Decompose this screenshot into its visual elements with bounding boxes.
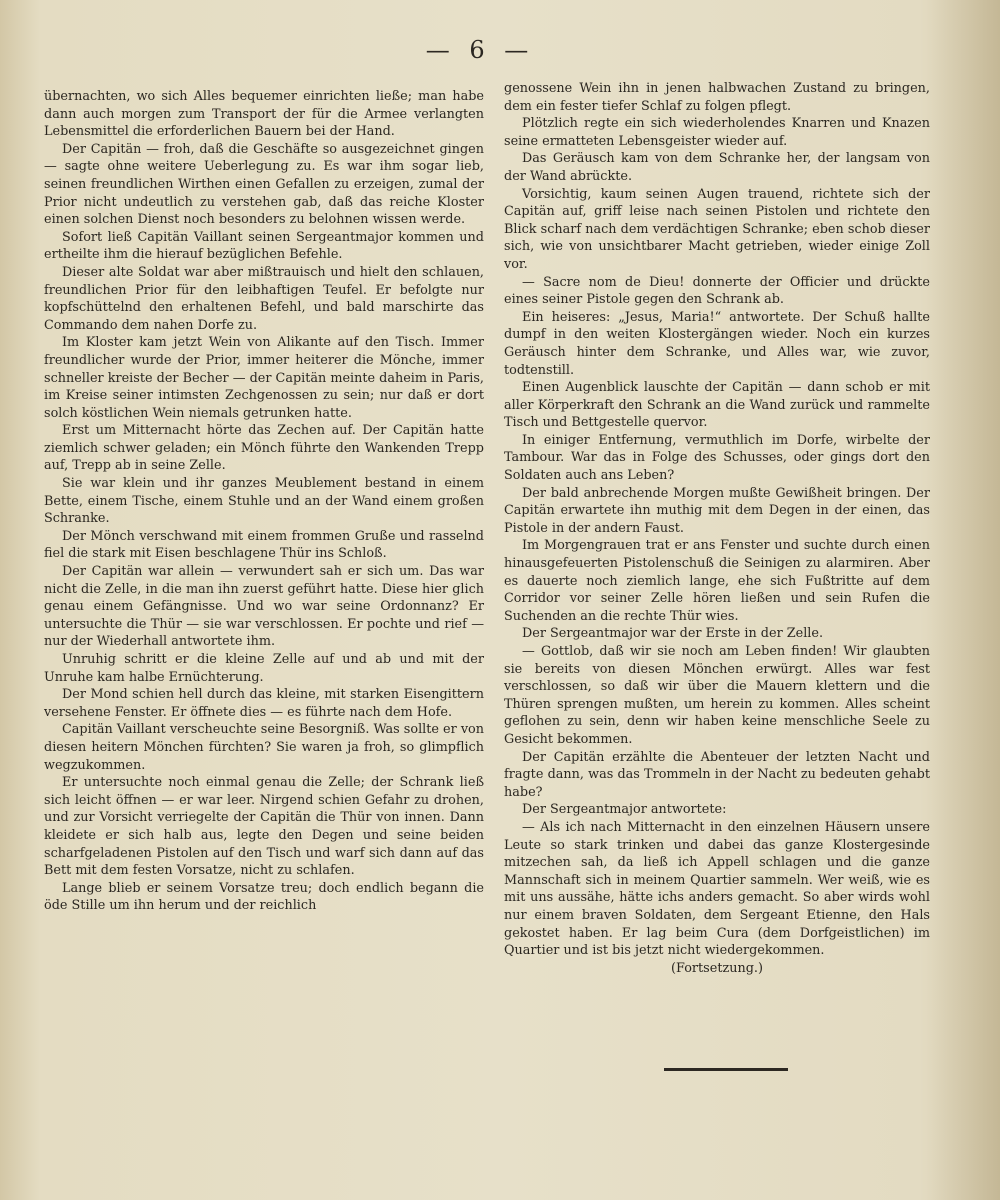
paragraph: Sofort ließ Capitän Vaillant seinen Sergeantmajor kommen und ertheilte ihm die hierauf bezüglichen Befehle. [44, 229, 484, 263]
paragraph: Sie war klein und ihr ganzes Meublement bestand in einem Bette, einem Tische, einem Stuhle und an der Wand einem großen Schranke. [44, 476, 484, 527]
paragraph: Der Mönch verschwand mit einem frommen Gruße und rasselnd fiel die stark mit Eisen beschlagene Thür ins Schloß. [44, 528, 484, 562]
right-column [504, 80, 930, 977]
paragraph: Ein heiseres: „Jesus, Maria!“ antwortete. Der Schuß hallte dumpf in den weiten Klostergängen wieder. Noch ein kurzes Geräusch hinter dem Schranke, und Alles war, wie zuvor, todtenstill. [504, 309, 930, 378]
paragraph: Im Morgengrauen trat er ans Fenster und suchte durch einen hinausgefeuerten Pistolenschuß die Seinigen zu alarmiren. Aber es dauerte noch ziemlich lange, ehe sich Fußtritte auf dem Corridor vor seiner Zelle hören ließen und sein Rufen die Suchenden an die rechte Thür wies. [504, 538, 930, 624]
page-number: — 6 — [425, 36, 535, 64]
paragraph: Das Geräusch kam von dem Schranke her, der langsam von der Wand abrückte. [504, 151, 930, 184]
paragraph: Plötzlich regte ein sich wiederholendes Knarren und Knazen seine ermatteten Lebensgeister wieder auf. [504, 116, 930, 149]
continuation-note: (Fortsetzung.) [671, 960, 763, 976]
paragraph: Dieser alte Soldat war aber mißtrauisch und hielt den schlauen, freundlichen Prior für den leibhaftigen Teufel. Er befolgte nur kopfschüttelnd den erhaltenen Befehl, und bald marschirte das Commando dem nahen Dorfe zu. [44, 264, 484, 333]
paragraph: Er untersuchte noch einmal genau die Zelle; der Schrank ließ sich leicht öffnen — er war leer. Nirgend schien Gefahr zu drohen, und zur Vorsicht verriegelte der Capitän die Thür von innen. Dann kleidete er sich halb aus, legte den Degen und seine beiden scharfgeladenen Pistolen auf den Tisch und warf sich dann auf das Bett mit dem festen Vorsatze, nicht zu schlafen. [44, 775, 484, 879]
paragraph: Unruhig schritt er die kleine Zelle auf und ab und mit der Unruhe kam halbe Ernüchterung. [44, 652, 484, 685]
paragraph: genossene Wein ihn in jenen halbwachen Zustand zu bringen, dem ein fester tiefer Schlaf zu folgen pflegt. [504, 81, 930, 114]
paragraph: Der Mond schien hell durch das kleine, mit starken Eisengittern versehene Fenster. Er öffnete dies — es führte nach dem Hofe. [44, 687, 484, 720]
paragraph: Vorsichtig, kaum seinen Augen trauend, richtete sich der Capitän auf, griff leise nach seinen Pistolen und richtete den Blick scharf nach dem verdächtigen Schranke; eben schob dieser sich, wie von unsichtbarer Macht getrieben, wieder einige Zoll vor. [504, 186, 930, 272]
paragraph: Einen Augenblick lauschte der Capitän — dann schob er mit aller Körperkraft den Schrank an die Wand zurück und rammelte Tisch und Bettgestelle quervor. [504, 380, 930, 431]
paragraph: Der Capitän war allein — verwundert sah er sich um. Das war nicht die Zelle, in die man ihn zuerst geführt hatte. Diese hier glich genau einem Gefängnisse. Und wo war seine Ordonnanz? Er untersuchte die Thür — sie war verschlossen. Er pochte und rief — nur der Wiederhall antwortete ihm. [44, 564, 484, 650]
left-column [44, 88, 484, 915]
paragraph: Capitän Vaillant verscheuchte seine Besorgniß. Was sollte er von diesen heitern Mönchen fürchten? Sie waren ja froh, so glimpflich wegzukommen. [44, 722, 484, 773]
paragraph: In einiger Entfernung, vermuthlich im Dorfe, wirbelte der Tambour. War das in Folge des Schusses, oder gings dort den Soldaten auch ans Leben? [504, 432, 930, 484]
paragraph: übernachten, wo sich Alles bequemer einrichten ließe; man habe dann auch morgen zum Transport der für die Armee verlangten Lebensmittel die erforderlichen Bauern bei der Hand. [44, 89, 484, 140]
paragraph: Der Sergeantmajor antwortete: [522, 802, 727, 818]
paragraph: Der Capitän — froh, daß die Geschäfte so ausgezeichnet gingen — sagte ohne weitere Ueberlegung zu. Es war ihm sogar lieb, seinen freundlichen Wirthen einen Gefallen zu erzeigen, zumal der Prior nicht undeutlich zu verstehen gab, daß das reiche Kloster einen solchen Dienst noch besonders zu belohnen wissen werde. [44, 141, 484, 228]
closing-rule [664, 1068, 788, 1071]
paragraph: Im Kloster kam jetzt Wein von Alikante auf den Tisch. Immer freundlicher wurde der Prior, immer heiterer die Mönche, immer schneller kreiste der Becher — der Capitän meinte daheim in Paris, im Kreise seiner intimsten Zechgenossen zu sein; nur daß er dort solch köstlichen Wein niemals getrunken hatte. [44, 335, 484, 421]
paragraph: — Als ich nach Mitternacht in den einzelnen Häusern unsere Leute so stark trinken und dabei das ganze Klostergesinde mitzechen sah, da ließ ich Appell schlagen und die ganze Mannschaft sich in meinem Quartier sammeln. Wer weiß, wie es mit uns aussähe, hätte ichs anders gemacht. So aber wirds wohl nur einem braven Soldaten, dem Sergeant Etienne, den Hals gekostet haben. Er lag beim Cura (dem Dorfgeistlichen) im Quartier und ist bis jetzt nicht wiedergekommen. [504, 819, 930, 959]
paragraph: — Sacre nom de Dieu! donnerte der Officier und drückte eines seiner Pistole gegen den Schrank ab. [504, 274, 930, 308]
paragraph: Der bald anbrechende Morgen mußte Gewißheit bringen. Der Capitän erwartete ihn muthig mit dem Degen in der einen, das Pistole in der andern Faust. [504, 485, 930, 536]
page-fold-shadow [930, 0, 1000, 1200]
paragraph: Der Sergeantmajor war der Erste in der Zelle. [522, 626, 824, 642]
paragraph: Lange blieb er seinem Vorsatze treu; doch endlich begann die öde Stille um ihn herum und der reichlich [44, 880, 484, 914]
paragraph: — Gottlob, daß wir sie noch am Leben finden! Wir glaubten sie bereits von diesen Mönchen erwürgt. Alles war fest verschlossen, so daß wir über die Mauern klettern und die Thüren sprengen mußten, um herein zu kommen. Alles scheint geflohen zu sein, denn wir haben keine menschliche Seele zu Gesicht bekommen. [504, 644, 930, 747]
paragraph: Erst um Mitternacht hörte das Zechen auf. Der Capitän hatte ziemlich schwer geladen; ein Mönch führte den Wankenden Trepp auf, Trepp ab in seine Zelle. [44, 423, 484, 474]
paragraph: Der Capitän erzählte die Abenteuer der letzten Nacht und fragte dann, was das Trommeln in der Nacht zu bedeuten gehabt habe? [504, 749, 930, 800]
